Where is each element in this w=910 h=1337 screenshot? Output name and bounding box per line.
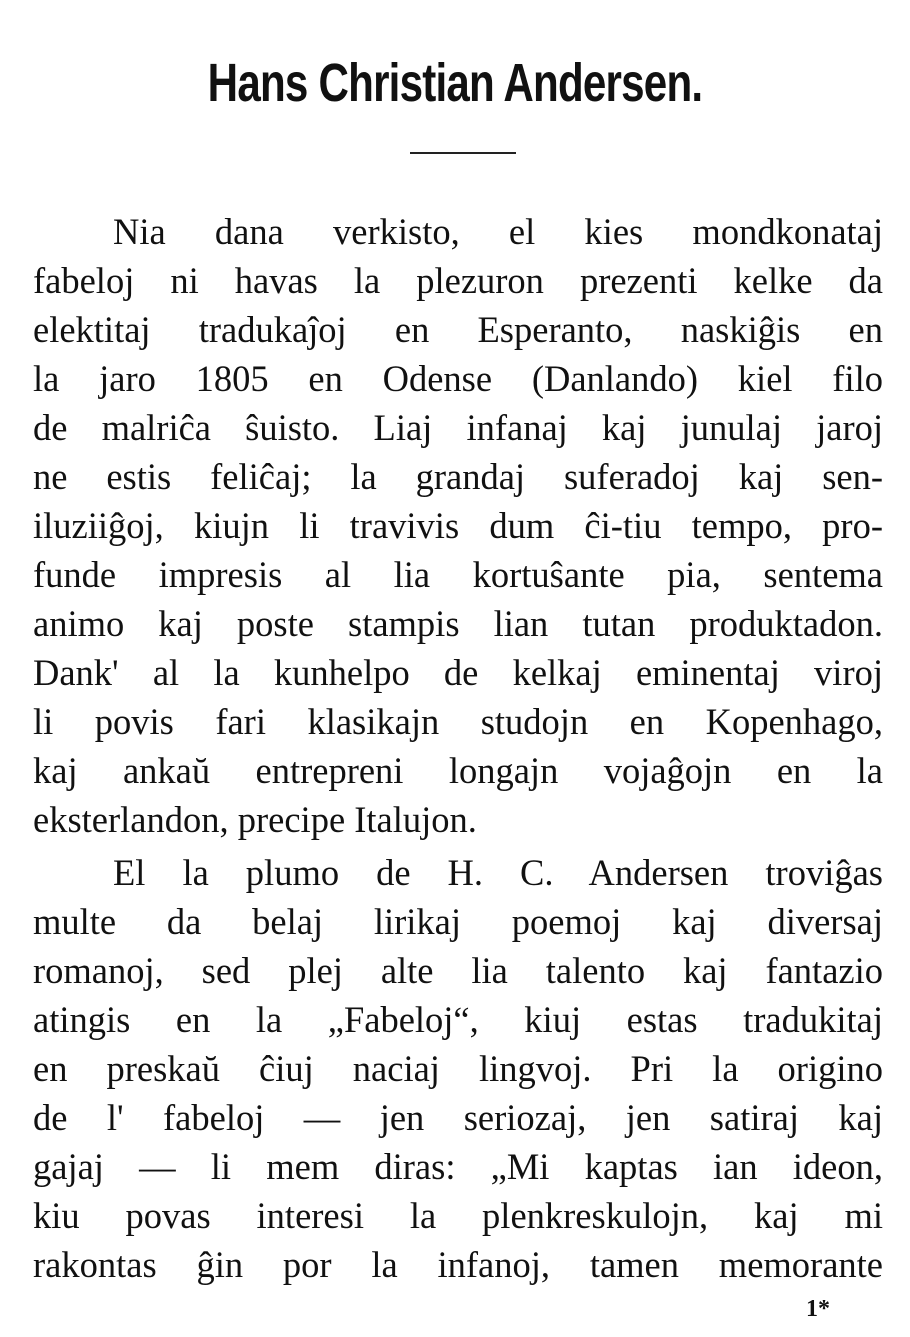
paragraph-1-line-5: de malriĉa ŝuisto. Liaj infanaj kaj junulaj jaroj: [33, 407, 883, 448]
paragraph-2-line-6: de l' fabeloj — jen seriozaj, jen satiraj kaj: [33, 1097, 883, 1138]
page-number: 1*: [806, 1296, 830, 1322]
paragraph-2-line-8: kiu povas interesi la plenkreskulojn, kaj mi: [33, 1195, 883, 1236]
paragraph-1-line-12: kaj ankaŭ entrepreni longajn vojaĝojn en la: [33, 750, 883, 791]
paragraph-2-line-9: rakontas ĝin por la infanoj, tamen memorante: [33, 1244, 883, 1285]
paragraph-2-line-3: romanoj, sed plej alte lia talento kaj fantazio: [33, 950, 883, 991]
paragraph-2-line-7: gajaj — li mem diras: „Mi kaptas ian ideon,: [33, 1146, 883, 1187]
paragraph-2-line-5: en preskaŭ ĉiuj naciaj lingvoj. Pri la origino: [33, 1048, 883, 1089]
paragraph-1-line-11: li povis fari klasikajn studojn en Kopenhago,: [33, 701, 883, 742]
paragraph-2-line-2: multe da belaj lirikaj poemoj kaj diversaj: [33, 901, 883, 942]
paragraph-1-line-3: elektitaj tradukaĵoj en Esperanto, naskiĝis en: [33, 309, 883, 350]
paragraph-1-line-8: funde impresis al lia kortuŝante pia, sentema: [33, 554, 883, 595]
paragraph-2-line-1: El la plumo de H. C. Andersen troviĝas: [113, 852, 883, 893]
paragraph-1-line-2: fabeloj ni havas la plezuron prezenti kelke da: [33, 260, 883, 301]
paragraph-1-line-13: eksterlandon, precipe Italujon.: [33, 799, 477, 840]
paragraph-1-line-1: Nia dana verkisto, el kies mondkonataj: [113, 211, 883, 252]
page-title: Hans Christian Andersen.: [207, 53, 703, 113]
title-divider: [410, 152, 516, 154]
paragraph-1-line-7: iluziiĝoj, kiujn li travivis dum ĉi-tiu tempo, pro-: [33, 505, 883, 546]
paragraph-1-line-4: la jaro 1805 en Odense (Danlando) kiel filo: [33, 358, 883, 399]
paragraph-2-line-4: atingis en la „Fabeloj“, kiuj estas tradukitaj: [33, 999, 883, 1040]
paragraph-1-line-6: ne estis feliĉaj; la grandaj suferadoj kaj sen-: [33, 456, 883, 497]
paragraph-1-line-9: animo kaj poste stampis lian tutan produktadon.: [33, 603, 883, 644]
paragraph-1-line-10: Dank' al la kunhelpo de kelkaj eminentaj viroj: [33, 652, 883, 693]
